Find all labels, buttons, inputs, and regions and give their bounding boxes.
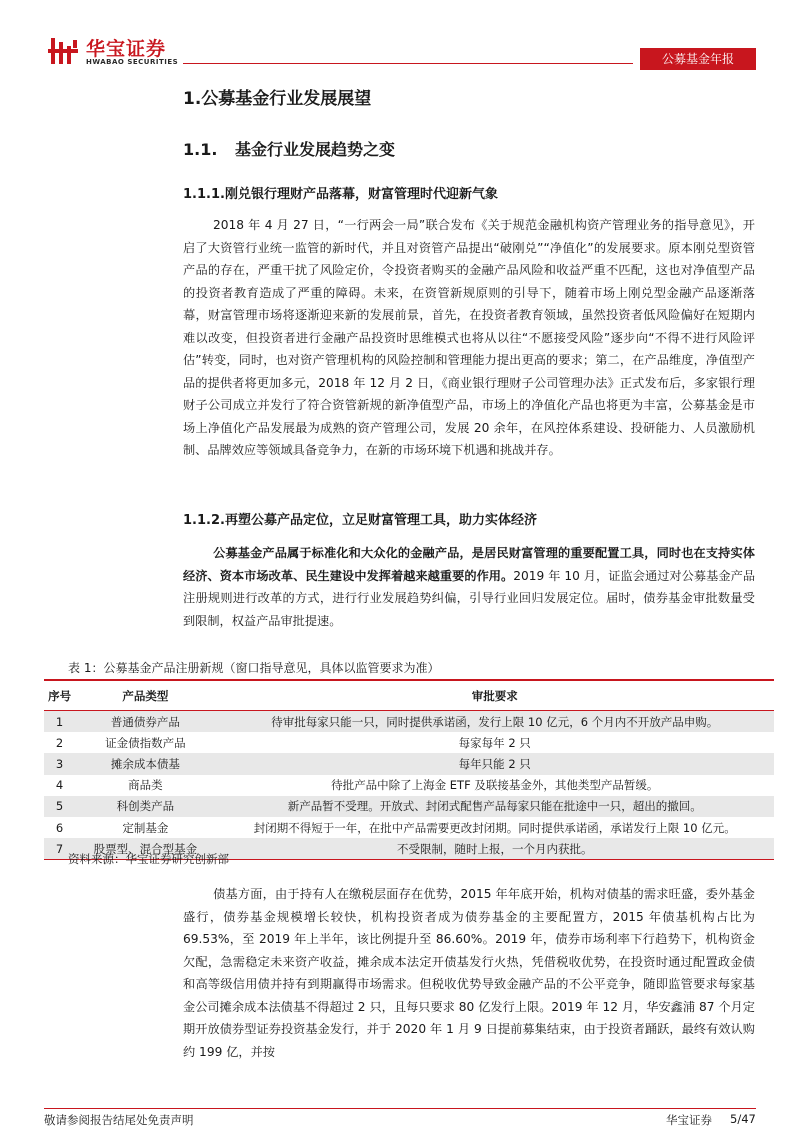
header-product-type: 产品类型 bbox=[75, 680, 215, 711]
row-product-type: 摊余成本债基 bbox=[75, 753, 215, 774]
row-index: 5 bbox=[44, 796, 75, 817]
row-product-type: 股票型、混合型基金 bbox=[75, 838, 215, 860]
subsection-number: 1.1. bbox=[183, 140, 218, 159]
table-row bbox=[44, 796, 774, 817]
header-divider bbox=[183, 63, 633, 64]
hwabao-logo-icon bbox=[48, 36, 78, 66]
table-caption: 表 1：公募基金产品注册新规（窗口指导意见，具体以监管要求为准） bbox=[68, 661, 440, 675]
company-name-en: HWABAO SECURITIES bbox=[86, 58, 179, 66]
row-product-type: 普通债券产品 bbox=[75, 711, 215, 733]
footer-company: 华宝证券 bbox=[666, 1113, 712, 1127]
company-name-cn: 华宝证券 bbox=[86, 38, 167, 60]
row-index: 1 bbox=[44, 711, 75, 733]
table-row bbox=[44, 753, 774, 774]
row-index: 6 bbox=[55, 820, 64, 835]
row-index: 4 bbox=[55, 778, 64, 793]
row-requirement: 封闭期不得短于一年，在批中产品需要更改封闭期。同时提供承诺函，承诺发行上限 10 亿元。 bbox=[253, 820, 736, 835]
paragraph-2-text: 2019 年 10 月，证监会通过对公募基金产品注册规则进行改革的方式，进行行业发展趋势纠偏，引导行业回归发展定位。届时，债券基金审批数量受到限制，权益产品审批提速。 bbox=[183, 568, 756, 628]
row-product-type: 科创类产品 bbox=[75, 796, 215, 817]
paragraph-2-emphasis: 公募基金产品属于标准化和大众化的金融产品，是居民财富管理的重要配置工具，同时也在支持实体经济、资本市场改革、民生建设中发挥着越来越重要的作用。 bbox=[183, 546, 755, 583]
header-index: 序号 bbox=[44, 680, 75, 711]
header-requirement: 审批要求 bbox=[216, 680, 775, 711]
row-requirement: 每年只能 2 只 bbox=[216, 753, 775, 774]
sub-subsection-heading-2: 1.1.2.再塑公募产品定位，立足财富管理工具，助力实体经济 bbox=[183, 513, 537, 528]
row-product-type: 证金债指数产品 bbox=[105, 735, 186, 750]
row-product-type: 定制基金 bbox=[122, 820, 169, 835]
report-type-badge: 公募基金年报 bbox=[640, 48, 756, 70]
row-index: 7 bbox=[44, 838, 75, 860]
table-row bbox=[44, 711, 774, 733]
footer-divider bbox=[44, 1108, 756, 1109]
row-requirement: 新产品暂不受理。开放式、封闭式配售产品每家只能在批途中一只，超出的撤回。 bbox=[216, 796, 775, 817]
row-index: 3 bbox=[44, 753, 75, 774]
table-header-row bbox=[44, 680, 774, 711]
row-requirement: 待审批每家只能一只，同时提供承诺函，发行上限 10 亿元，6 个月内不开放产品申购。 bbox=[216, 711, 775, 733]
row-requirement: 不受限制，随时上报，一个月内获批。 bbox=[216, 838, 775, 860]
row-index: 2 bbox=[55, 735, 64, 750]
paragraph-3 bbox=[183, 883, 755, 1063]
table-source: 资料来源：华宝证券研究创新部 bbox=[68, 852, 229, 866]
row-requirement: 待批产品中除了上海金 ETF 及联接基金外，其他类型产品暂缓。 bbox=[331, 778, 659, 793]
subsection-heading bbox=[183, 137, 395, 160]
disclaimer-text: 敬请参阅报告结尾处免责声明 bbox=[44, 1113, 194, 1127]
section-heading: 1.公募基金行业发展展望 bbox=[183, 89, 372, 109]
paragraph-3-text: 债基方面，由于持有人在缴税层面存在优势，2015 年年底开始，机构对债基的需求旺盛，委外基金盛行，债券基金规模增长较快，机构投资者成为债券基金的主要配置方，2015 年债基机构占比为 69.53%，至 2019 年上半年，该比例提升至 86.60%。2019 年，债券市场利率下行趋势下，机构资金欠配，急需稳定未来资产收益，摊余成本法定开债基发行火热，凭借税收优势，在投资时通过配置政金债和高等级信用债并持有到期赢得市场需求。但税收优势导致金融产品的不公平竞争，随即监管要求每家基金公司摊余成本法债基不得超过 2 只，且每只要求 80 亿发行上限。2019 年 12 月，华安鑫浦 87 个月定期开放债券型证券投资基金发行，并于 2020 年 1 月 9 日提前募集结束，由于投资者踊跃，最终有效认购约 199 亿，并按 bbox=[183, 887, 755, 1059]
table-row bbox=[44, 775, 774, 796]
table-row bbox=[44, 732, 774, 753]
subsection-title: 基金行业发展趋势之变 bbox=[235, 140, 396, 159]
page-header bbox=[0, 0, 800, 72]
registration-rules-table bbox=[44, 679, 774, 860]
table-row bbox=[44, 817, 774, 838]
row-requirement: 每家每年 2 只 bbox=[458, 735, 531, 750]
paragraph-1 bbox=[183, 214, 755, 462]
row-product-type: 商品类 bbox=[128, 778, 163, 793]
paragraph-1-text: 2018 年 4 月 27 日，“一行两会一局”联合发布《关于规范金融机构资产管理业务的指导意见》，开启了大资管行业统一监管的新时代，并且对资管产品提出“破刚兑”“净值化”的发展要求。原本刚兑型资管产品的存在，严重干扰了风险定价，令投资者购买的金融产品风险和收益严重不匹配，这也对净值型产品的投资者教育造成了严重的障碍。未来，在资管新规原则的引导下，随着市场上刚兑型金融产品逐渐落幕，财富管理市场将逐渐迎来新的发展前景，首先，在投资者教育领域，虽然投资者低风险偏好在短期内难以改变，但投资者进行金融产品投资时思维模式也将从以往“不愿接受风险”逐步向“不得不进行风险评估”转变，同时，也对资产管理机构的风险控制和管理能力提出更高的要求；第二，在产品维度，净值型产品的提供者将更加多元，2018 年 12 月 2 日，《商业银行理财子公司管理办法》正式发布后，多家银行理财子公司成立并发行了符合资管新规的新净值型产品，市场上的净值化产品也将更为丰富，公募基金是市场上净值化产品发展最为成熟的资产管理公司，发展 20 余年，在风控体系建设、投研能力、人员激励机制、品牌效应等领域具备竞争力，在新的市场环境下机遇和挑战并存。 bbox=[183, 218, 755, 457]
sub-subsection-heading-1: 1.1.1.刚兑银行理财产品落幕，财富管理时代迎新气象 bbox=[183, 187, 498, 202]
paragraph-2 bbox=[183, 542, 755, 632]
page-number: 5/47 bbox=[730, 1112, 756, 1126]
